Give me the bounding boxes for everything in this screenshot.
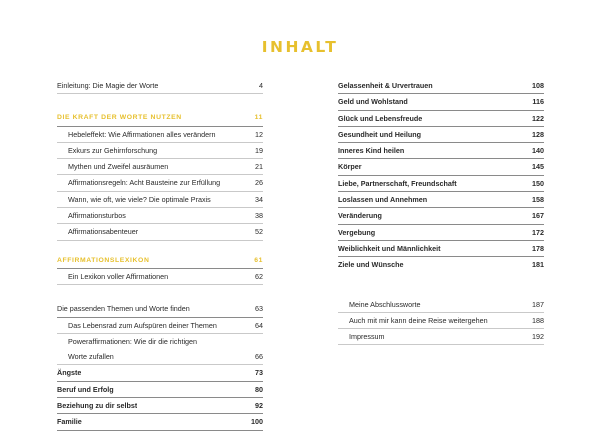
toc-entry-title: Glück und Lebensfreude	[338, 113, 423, 123]
toc-entry-page: 100	[251, 417, 263, 427]
toc-entry-title: Inneres Kind heilen	[338, 146, 405, 156]
toc-entry-page: 150	[532, 178, 544, 188]
toc-topic[interactable]	[338, 127, 544, 143]
toc-entry-title: Loslassen und Annehmen	[338, 195, 428, 205]
toc-entry-page: 73	[255, 368, 263, 378]
toc-entry-title: Mythen und Zweifel ausräumen	[68, 162, 169, 172]
toc-entry-title: Impressum	[349, 332, 385, 342]
page-title: INHALT	[261, 38, 339, 56]
toc-entry[interactable]	[57, 349, 263, 365]
toc-entry-title: Gelassenheit & Urvertrauen	[338, 81, 433, 90]
toc-left-column	[57, 78, 263, 431]
toc-entry-page: 192	[532, 332, 544, 342]
toc-entry-title: Auch mit mir kann deine Reise weitergehen	[349, 315, 488, 325]
toc-entry-title: Das Lebensrad zum Aufspüren deiner Themen	[68, 320, 217, 330]
toc-entry-page: 187	[532, 299, 544, 309]
toc-entry[interactable]	[57, 143, 263, 159]
toc-entry-page: 116	[532, 97, 544, 107]
toc-entry-page: 34	[255, 194, 263, 204]
toc-entry-page: 167	[532, 211, 544, 221]
toc-topic[interactable]	[338, 159, 544, 175]
toc-entry-title: Exkurs zur Gehirnforschung	[68, 145, 158, 155]
toc-entry-title: Geld und Wohlstand	[338, 97, 408, 107]
toc-entry-page: 122	[532, 113, 544, 123]
toc-entry-title: Familie	[57, 417, 82, 427]
toc-entry[interactable]	[57, 159, 263, 175]
toc-entry-title: Gesundheit und Heilung	[338, 129, 422, 139]
toc-entry-title: Beruf und Erfolg	[57, 384, 114, 394]
toc-entry-page: 19	[255, 145, 263, 155]
toc-entry-page: 4	[259, 81, 263, 90]
toc-section-kraft[interactable]	[57, 110, 263, 126]
toc-entry-title: Veränderung	[338, 211, 382, 221]
toc-entry-page: 64	[255, 320, 263, 330]
toc-entry-page: 140	[532, 146, 544, 156]
toc-topic[interactable]	[338, 257, 544, 272]
toc-entry-page: 38	[255, 211, 263, 221]
toc-entry[interactable]	[57, 224, 263, 240]
toc-chapter-themen[interactable]	[57, 301, 263, 317]
toc-entry-intro[interactable]	[57, 78, 263, 94]
toc-section-title: DIE KRAFT DER WORTE NUTZEN	[57, 114, 182, 122]
toc-entry-page: 172	[532, 227, 544, 237]
toc-entry-title: Wann, wie oft, wie viele? Die optimale Praxis	[68, 194, 211, 204]
toc-entry[interactable]	[338, 297, 544, 313]
toc-entry-title: Affirmationsturbos	[68, 211, 126, 221]
toc-entry-page: 26	[255, 178, 263, 188]
toc-topic[interactable]	[57, 414, 263, 430]
toc-entry-title: Beziehung zu dir selbst	[57, 401, 138, 411]
toc-topic[interactable]	[338, 94, 544, 110]
toc-entry-title: Die passenden Themen und Worte finden	[57, 304, 190, 314]
toc-topic[interactable]	[57, 382, 263, 398]
toc-topic[interactable]	[338, 241, 544, 257]
toc-topic[interactable]	[57, 398, 263, 414]
toc-entry-page: 188	[532, 315, 544, 325]
toc-entry[interactable]	[57, 269, 263, 285]
toc-entry-title: Ein Lexikon voller Affirmationen	[68, 271, 169, 281]
toc-entry-title: Einleitung: Die Magie der Worte	[57, 81, 159, 90]
toc-section-page: 61	[254, 256, 263, 264]
toc-entry-page: 62	[255, 271, 263, 281]
toc-entry-page: 12	[255, 129, 263, 139]
toc-entry[interactable]	[57, 208, 263, 224]
toc-entry-title: Weiblichkeit und Männlichkeit	[338, 243, 441, 253]
toc-right-column	[338, 78, 544, 345]
toc-entry-title: Hebeleffekt: Wie Affirmationen alles verändern	[68, 129, 216, 139]
toc-topic[interactable]	[57, 365, 263, 381]
toc-topic[interactable]	[338, 143, 544, 159]
toc-entry-title: Körper	[338, 162, 362, 172]
toc-section-page: 11	[254, 114, 263, 122]
toc-entry-title: Worte zufallen	[68, 352, 114, 362]
toc-entry-title: Ängste	[57, 368, 82, 378]
toc-entry[interactable]	[57, 192, 263, 208]
toc-topic[interactable]	[338, 176, 544, 192]
toc-entry-page: 158	[532, 195, 544, 205]
toc-entry[interactable]	[57, 318, 263, 334]
toc-topic[interactable]	[338, 192, 544, 208]
toc-entry[interactable]	[57, 175, 263, 191]
toc-topic[interactable]	[338, 208, 544, 224]
toc-entry-title: Affirmationsabenteuer	[68, 227, 139, 237]
toc-entry[interactable]	[57, 127, 263, 143]
toc-entry-title: Powerafﬁrmationen: Wie dir die richtigen	[68, 336, 198, 346]
toc-section-title: AFFIRMATIONSLEXIKON	[57, 256, 150, 264]
toc-entry-title: Liebe, Partnerschaft, Freundschaft	[338, 178, 457, 188]
toc-entry-title: Vergebung	[338, 227, 376, 237]
toc-entry-page: 52	[255, 227, 263, 237]
toc-entry-page: 181	[532, 260, 544, 270]
toc-entry-title: Affirmationsregeln: Acht Bausteine zur Erfüllung	[68, 178, 221, 188]
toc-entry-line1[interactable]	[57, 334, 263, 349]
toc-entry[interactable]	[338, 329, 544, 345]
toc-entry-page: 21	[255, 162, 263, 172]
toc-section-lexikon[interactable]	[57, 253, 263, 269]
toc-entry-page: 145	[532, 162, 544, 172]
toc-entry-page: 128	[532, 129, 544, 139]
toc-topic[interactable]	[338, 111, 544, 127]
toc-entry-title: Meine Abschlussworte	[349, 299, 421, 309]
toc-entry-title: Ziele und Wünsche	[338, 260, 404, 270]
toc-entry-page: 80	[255, 384, 263, 394]
toc-entry-page: 63	[255, 304, 263, 314]
toc-topic[interactable]	[338, 225, 544, 241]
toc-entry[interactable]	[338, 313, 544, 329]
toc-entry-page: 178	[532, 243, 544, 253]
toc-entry-page: 66	[255, 352, 263, 362]
toc-topic[interactable]	[338, 78, 544, 94]
toc-entry-page: 92	[255, 401, 263, 411]
toc-entry-page: 108	[532, 81, 544, 90]
